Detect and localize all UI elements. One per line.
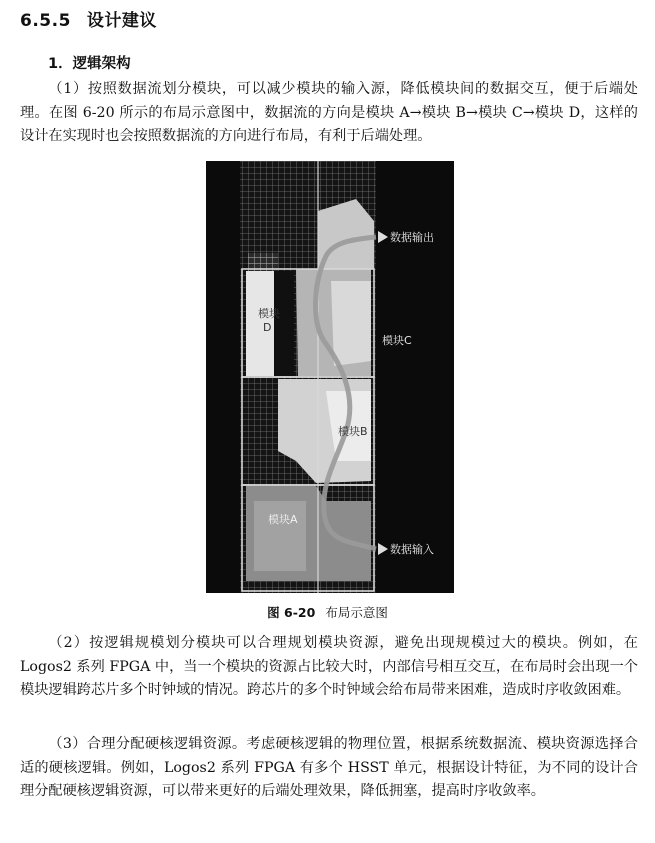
label-data-out: 数据输出 xyxy=(390,231,434,244)
label-module-b: 模块B xyxy=(338,425,368,438)
data-in-arrowhead xyxy=(378,543,388,555)
label-module-a: 模块A xyxy=(268,513,298,526)
label-data-in: 数据输入 xyxy=(390,543,434,556)
paragraph-2: （2）按逻辑规模划分模块可以合理规划模块资源，避免出现规模过大的模块。例如，在 Logos2 系列 FPGA 中，当一个模块的资源占比较大时，内部信号相互交互，在布局时会出现一个模块逻辑跨芯片多个时钟域的情况。跨芯片的多个时钟域会给布局带来困难，造成时序收敛困难。 xyxy=(20,635,638,698)
section-heading xyxy=(20,6,157,31)
subsection-heading: 1．逻辑架构 xyxy=(48,56,131,72)
layout-diagram xyxy=(206,161,454,593)
label-module-d-line2: D xyxy=(263,321,272,334)
figure-caption-text: 布局示意图 xyxy=(325,605,388,620)
module-a-highlight xyxy=(254,501,306,571)
paragraph-1: （1）按照数据流划分模块，可以减少模块的输入源，降低模块间的数据交互，便于后端处理。在图 6-20 所示的布局示意图中，数据流的方向是模块 A→模块 B→模块 C→模块 D，这样的设计在实现时也会按照数据流的方向进行布局，有利于后端处理。 xyxy=(20,81,638,144)
module-c-highlight xyxy=(331,281,371,366)
label-module-c: 模块C xyxy=(382,334,412,347)
section-title: 设计建议 xyxy=(86,11,157,31)
data-out-arrowhead xyxy=(378,231,388,243)
figure-caption xyxy=(0,603,655,621)
figure-number: 图 6-20 xyxy=(267,605,316,620)
section-number: 6.5.5 xyxy=(20,11,71,31)
label-module-d-line1: 模块 xyxy=(258,307,280,320)
layout-figure xyxy=(206,161,454,593)
module-d-void xyxy=(274,271,294,376)
paragraph-3: （3）合理分配硬核逻辑资源。考虑硬核逻辑的物理位置，根据系统数据流、模块资源选择合适的硬核逻辑。例如，Logos2 系列 FPGA 有多个 HSST 单元，根据设计特征，为不同的设计合理分配硬核逻辑资源，可以带来更好的后端处理效果，降低拥塞，提高时序收敛率。 xyxy=(20,736,638,799)
